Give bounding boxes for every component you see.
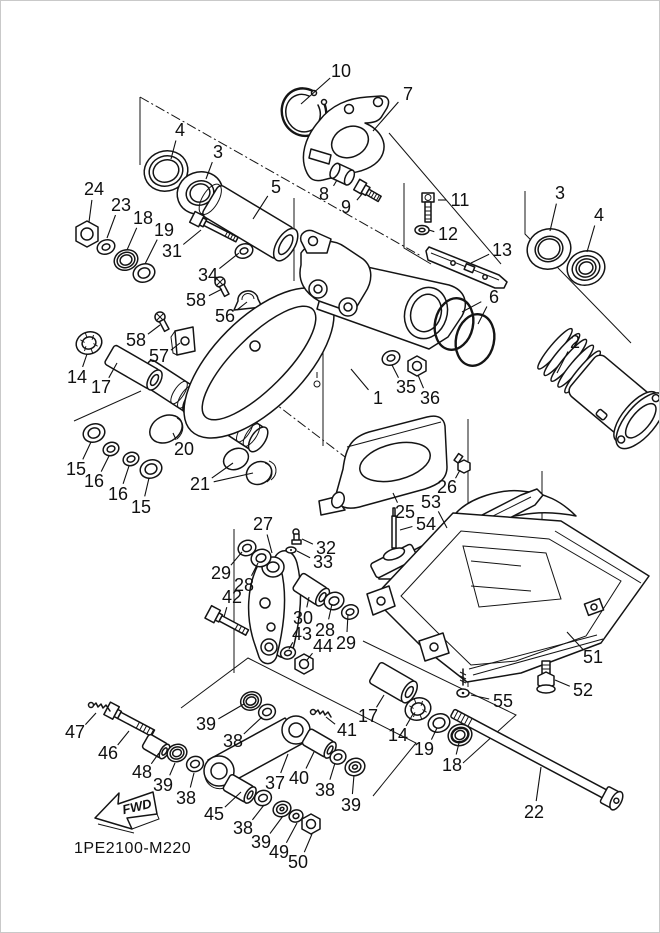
leader-line-39 (352, 775, 354, 794)
leader-line-38 (252, 805, 264, 820)
part-label-33: 33 (312, 552, 334, 572)
leader-line-46 (118, 731, 129, 745)
part-label-56: 56 (214, 306, 236, 326)
grease-nipple-32 (292, 529, 301, 544)
part-label-7: 7 (402, 84, 414, 104)
part-label-3: 3 (212, 142, 224, 162)
part-label-10: 10 (330, 61, 352, 81)
leader-line-35 (392, 365, 399, 378)
part-label-28: 28 (233, 575, 255, 595)
part-label-2: 2 (569, 332, 581, 352)
leader-line-12 (429, 230, 434, 232)
part-label-31: 31 (161, 241, 183, 261)
part-label-12: 12 (437, 224, 459, 244)
part-label-38: 38 (314, 780, 336, 800)
leader-line-31 (183, 230, 201, 245)
leader-line-38 (330, 763, 335, 780)
part-label-36: 36 (419, 388, 441, 408)
leader-line-16 (101, 456, 109, 472)
nut-24 (76, 221, 98, 247)
part-label-18: 18 (441, 755, 463, 775)
part-label-34: 34 (197, 265, 219, 285)
leader-line-54 (400, 527, 412, 531)
leader-line-39 (170, 763, 175, 775)
leader-line-52 (555, 680, 570, 686)
part-label-14: 14 (66, 367, 88, 387)
part-label-30: 30 (292, 608, 314, 628)
part-label-58: 58 (185, 290, 207, 310)
nut-44 (295, 654, 313, 674)
leader-line-50 (304, 834, 312, 852)
leader-line-13 (471, 254, 489, 263)
washer-12 (415, 226, 429, 235)
part-label-39: 39 (152, 775, 174, 795)
part-label-19: 19 (153, 220, 175, 240)
leader-line-47 (85, 713, 96, 725)
part-label-51: 51 (582, 647, 604, 667)
part-label-13: 13 (491, 240, 513, 260)
part-label-29: 29 (210, 563, 232, 583)
leader-line-15 (145, 478, 149, 496)
leader-line-19 (145, 240, 157, 264)
part-label-16: 16 (107, 484, 129, 504)
part-label-9: 9 (340, 197, 352, 217)
part-label-38: 38 (232, 818, 254, 838)
part-label-4: 4 (174, 120, 186, 140)
leader-line-42 (224, 607, 227, 617)
part-label-38: 38 (222, 731, 244, 751)
leader-line-58 (148, 325, 160, 334)
nut-36 (408, 356, 426, 376)
washer-35 (380, 348, 402, 367)
part-label-4: 4 (593, 205, 605, 225)
part-label-39: 39 (250, 832, 272, 852)
part-label-44: 44 (312, 636, 334, 656)
leader-line-32 (302, 539, 313, 544)
collar-45 (222, 774, 258, 805)
part-label-54: 54 (415, 514, 437, 534)
leader-line-39 (218, 704, 244, 719)
washer-39-d (343, 756, 368, 779)
part-label-46: 46 (97, 743, 119, 763)
screw-41 (311, 710, 332, 718)
part-label-58: 58 (125, 330, 147, 350)
part-label-50: 50 (287, 852, 309, 872)
ring-16-a (101, 440, 120, 458)
part-label-28: 28 (314, 620, 336, 640)
leader-line-29 (231, 552, 242, 565)
part-label-45: 45 (203, 804, 225, 824)
part-label-29: 29 (335, 633, 357, 653)
ring-15-b (138, 457, 165, 481)
part-label-47: 47 (64, 722, 86, 742)
bracket-57 (171, 327, 195, 355)
part-label-25: 25 (394, 502, 416, 522)
part-label-57: 57 (148, 346, 170, 366)
leader-line-55 (471, 695, 489, 699)
bolt-58-lower (155, 312, 169, 331)
leader-line-22 (536, 767, 541, 801)
part-label-26: 26 (436, 477, 458, 497)
leader-line-24 (89, 200, 92, 222)
leader-line-21 (212, 463, 233, 478)
bolt-11 (422, 193, 434, 222)
part-label-35: 35 (395, 377, 417, 397)
part-label-3: 3 (554, 183, 566, 203)
part-label-15: 15 (130, 497, 152, 517)
part-label-15: 15 (65, 459, 87, 479)
bushing-38-a (184, 754, 205, 774)
leader-line-49 (286, 823, 297, 843)
part-label-53: 53 (420, 492, 442, 512)
leader-line-58 (209, 289, 222, 296)
part-label-19: 19 (413, 739, 435, 759)
part-label-40: 40 (288, 768, 310, 788)
leader-line-4 (587, 226, 595, 253)
leader-line-34 (219, 253, 239, 269)
fwd-label: FWD (120, 795, 153, 818)
leader-line-16 (123, 466, 129, 484)
part-label-52: 52 (572, 680, 594, 700)
bolt-46 (104, 702, 156, 739)
part-label-43: 43 (291, 624, 313, 644)
bearing-14-left (73, 328, 105, 358)
washer-33 (286, 547, 296, 553)
leader-line-15 (83, 442, 91, 459)
part-label-21: 21 (189, 474, 211, 494)
part-label-32: 32 (315, 538, 337, 558)
part-label-17: 17 (90, 377, 112, 397)
leader-line-18 (127, 228, 137, 250)
leader-line-39 (270, 816, 283, 834)
part-label-27: 27 (252, 514, 274, 534)
leader-line-8 (334, 180, 338, 186)
part-label-39: 39 (340, 795, 362, 815)
part-label-23: 23 (110, 195, 132, 215)
part-label-38: 38 (175, 788, 197, 808)
part-label-24: 24 (83, 179, 105, 199)
leader-line-41 (326, 717, 335, 724)
part-label-37: 37 (264, 773, 286, 793)
leader-line-33 (297, 551, 310, 558)
ring-15-a (81, 421, 108, 445)
leader-line-3 (550, 204, 556, 231)
part-label-14: 14 (387, 725, 409, 745)
part-label-39: 39 (195, 714, 217, 734)
part-label-8: 8 (318, 184, 330, 204)
diagram-canvas (1, 1, 660, 933)
bolt-42 (205, 606, 250, 639)
part-label-49: 49 (268, 842, 290, 862)
fwd-arrow (95, 792, 159, 833)
part-label-41: 41 (336, 720, 358, 740)
part-label-6: 6 (488, 287, 500, 307)
part-label-22: 22 (523, 802, 545, 822)
leader-line-40 (306, 752, 314, 769)
part-label-42: 42 (221, 587, 243, 607)
part-label-18: 18 (132, 208, 154, 228)
skid-plate-51 (367, 513, 649, 682)
leader-line-36 (418, 375, 424, 388)
leader-line-38 (190, 773, 194, 788)
leader-line-1 (351, 369, 369, 390)
leader-line-23 (107, 215, 116, 238)
hub-2 (529, 320, 660, 457)
bolt-9 (354, 179, 383, 203)
ring-16-b (121, 450, 140, 468)
nut-50 (302, 814, 320, 834)
part-label-1: 1 (372, 388, 384, 408)
leader-line-9 (357, 194, 362, 200)
part-label-20: 20 (173, 439, 195, 459)
leader-line-37 (281, 754, 288, 773)
part-label-55: 55 (492, 691, 514, 711)
part-label-48: 48 (131, 762, 153, 782)
part-label-16: 16 (83, 471, 105, 491)
leader-line-14 (83, 354, 87, 367)
part-label-11: 11 (450, 190, 470, 210)
part-label-5: 5 (270, 177, 282, 197)
diagram-code: 1PE2100-M220 (74, 840, 192, 857)
part-label-17: 17 (357, 706, 379, 726)
